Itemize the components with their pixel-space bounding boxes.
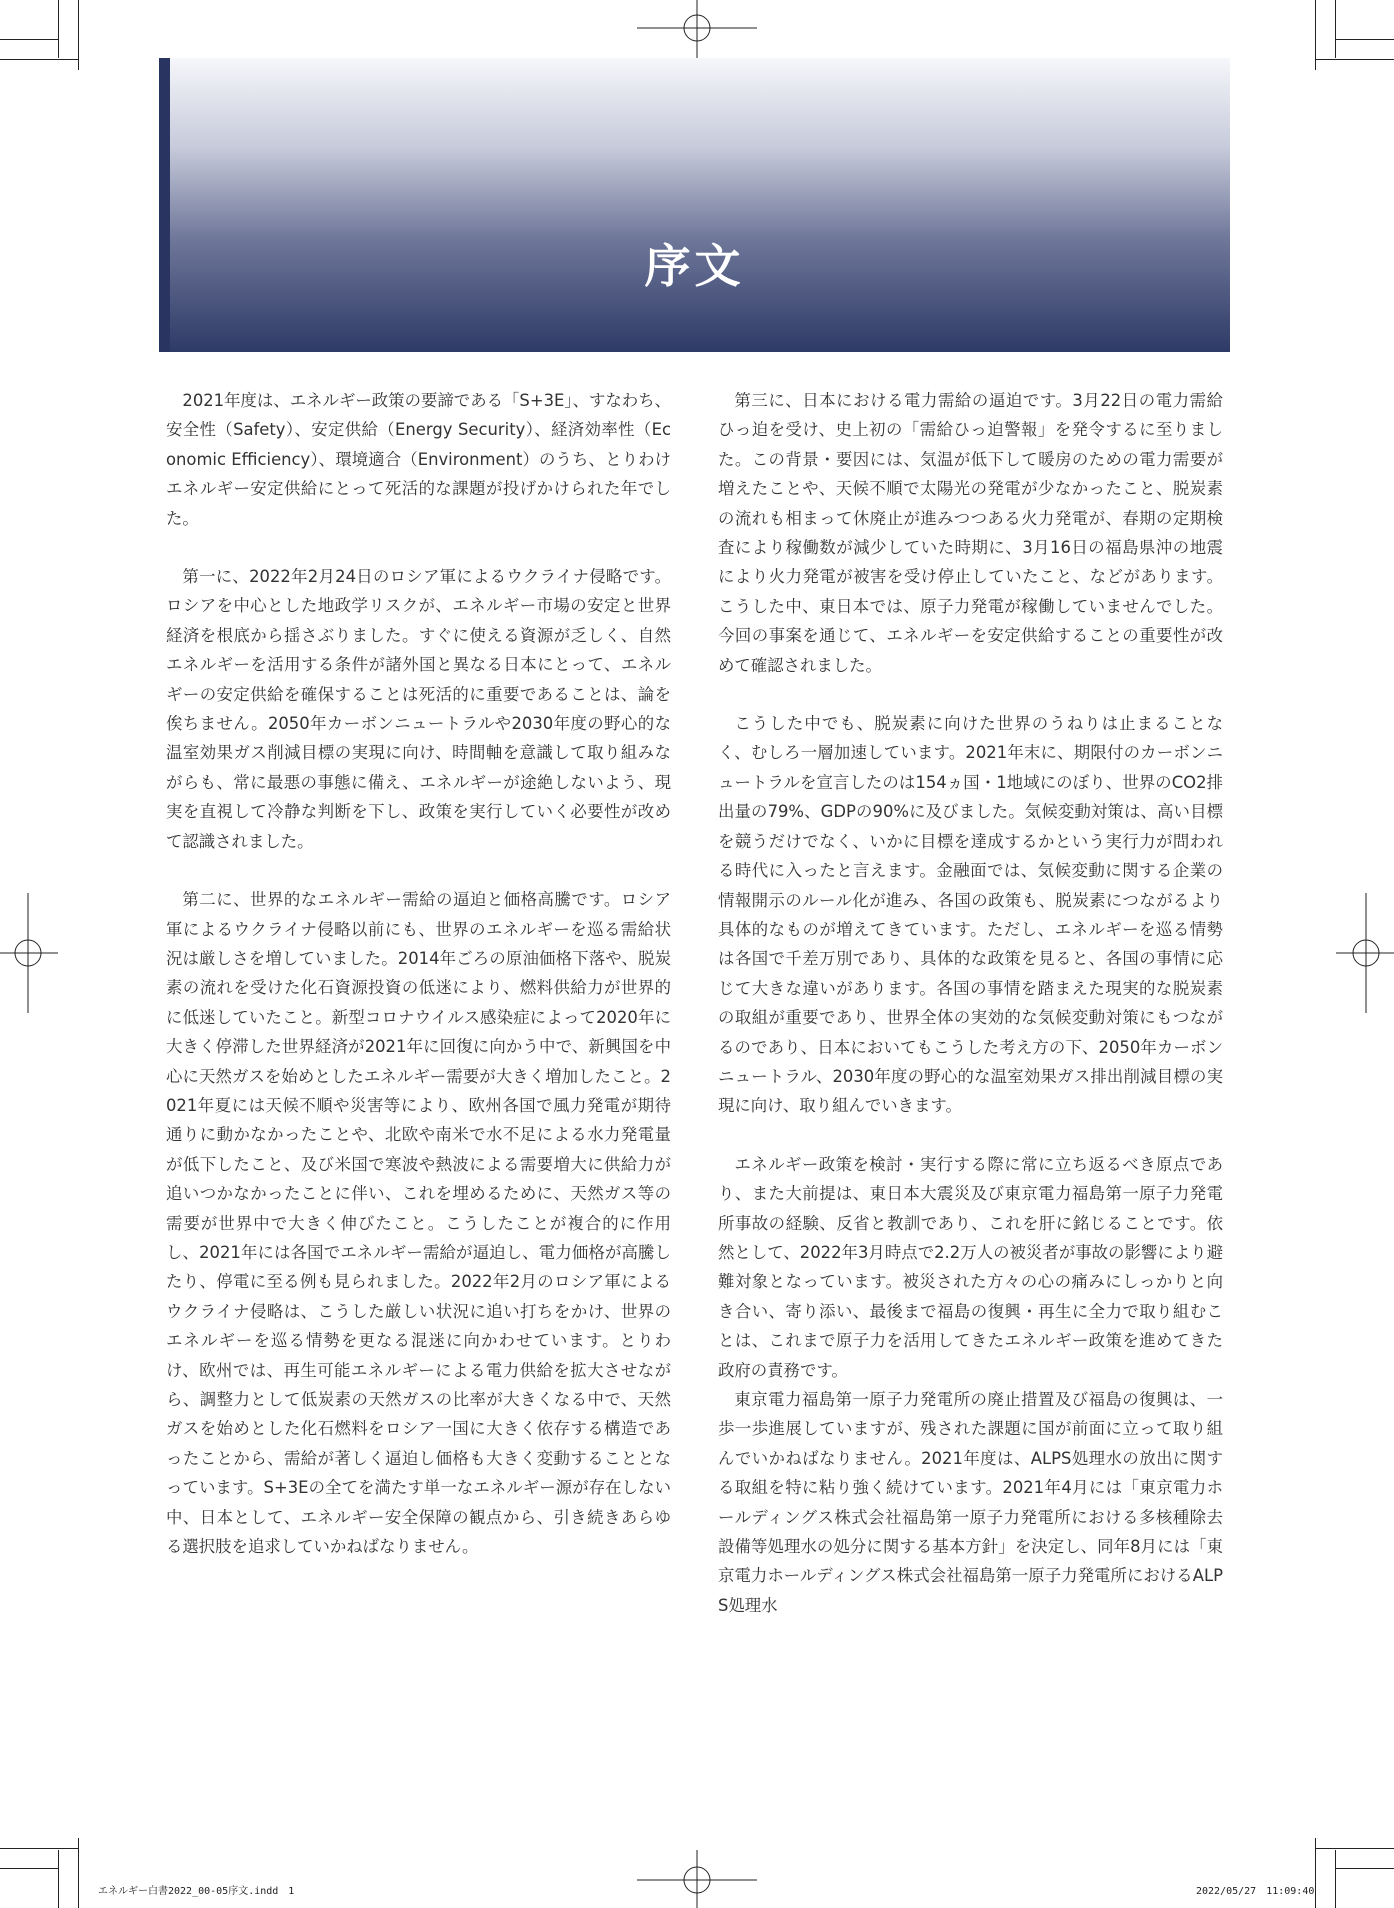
crop-mark: [1335, 1850, 1336, 1908]
paragraph: 第二に、世界的なエネルギー需給の逼迫と価格高騰です。ロシア軍によるウクライナ侵略以前にも、世界のエネルギーを巡る需給状況は厳しさを増していました。2014年ごろの原油価格下落や、脱炭素の流れを受けた化石資源投資の低迷により、燃料供給力が世界的に低迷していたこと。新型コロナウイルス感染症によって2020年に大きく停滞した世界経済が2021年に回復に向かう中で、新興国を中心に天然ガスを始めとしたエネルギー需要が大きく増加したこと。2021年夏には天候不順や災害等により、欧州各国で風力発電が期待通りに動かなかったことや、北欧や南米で水不足による水力発電量が低下したこと、及び米国で寒波や熱波による需要増大に供給力が追いつかなかったことに伴い、これを埋めるために、天然ガス等の需要が世界中で大きく伸びたこと。こうしたことが複合的に作用し、2021年には各国でエネルギー需給が逼迫し、電力価格が高騰したり、停電に至る例も見られました。2022年2月のロシア軍によるウクライナ侵略は、こうした厳しい状況に追い打ちをかけ、世界のエネルギーを巡る情勢を更なる混迷に向かわせています。とりわけ、欧州では、再生可能エネルギーによる電力供給を拡大させながら、調整力として低炭素の天然ガスの比率が大きくなる中で、天然ガスを始めとした化石燃料をロシア一国に大きく依存する構造であったことから、需給が著しく逼迫し価格も大きく変動することとなっています。S+3Eの全てを満たす単一なエネルギー源が存在しない中、日本として、エネルギー安全保障の観点から、引き続きあらゆる選択肢を追求していかねばなりません。: [166, 890, 671, 1557]
registration-mark-top: [637, 0, 757, 60]
page-title: 序文: [644, 239, 745, 293]
paragraph: こうした中でも、脱炭素に向けた世界のうねりは止まることなく、むしろ一層加速しています。2021年末に、期限付のカーボンニュートラルを宣言したのは154ヵ国・1地域にのぼり、世界のCO2排出量の79%、GDPの90%に及びました。気候変動対策は、高い目標を競うだけでなく、いかに目標を達成するかという実行力が問われる時代に入ったと言えます。金融面では、気候変動に関する企業の情報開示のルール化が進み、各国の政策も、脱炭素につながるより具体的なものが増えてきています。ただし、エネルギーを巡る情勢は各国で千差万別であり、具体的な政策を見ると、各国の事情に応じて大きな違いがあります。各国の事情を踏まえた現実的な脱炭素の取組が重要であり、世界全体の実効的な気候変動対策にもつながるのであり、日本においてもこうした考え方の下、2050年カーボンニュートラル、2030年度の野心的な温室効果ガス排出削減目標の実現に向け、取り組んでいきます。: [718, 714, 1223, 1116]
crop-mark: [58, 1850, 59, 1908]
crop-mark: [0, 1848, 78, 1849]
right-column: [718, 386, 1223, 1620]
paragraph: 東京電力福島第一原子力発電所の廃止措置及び福島の復興は、一歩一歩進展していますが、残された課題に国が前面に立って取り組んでいかねばなりません。2021年度は、ALPS処理水の放出に関する取組を特に粘り強く続けています。2021年4月には「東京電力ホールディングス株式会社福島第一原子力発電所における多核種除去設備等処理水の処分に関する基本方針」を決定し、同年8月には「東京電力ホールディングス株式会社福島第一原子力発電所におけるALPS処理水: [718, 1390, 1223, 1615]
crop-mark: [0, 39, 58, 40]
registration-mark-bottom: [637, 1848, 757, 1908]
registration-mark-left: [0, 893, 60, 1013]
crop-mark: [1316, 1848, 1394, 1849]
paragraph: エネルギー政策を検討・実行する際に常に立ち返るべき原点であり、また大前提は、東日本大震災及び東京電力福島第一原子力発電所事故の経験、反省と教訓であり、これを肝に銘じることです。依然として、2022年3月時点で2.2万人の被災者が事故の影響により避難対象となっています。被災された方々の心の痛みにしっかりと向き合い、寄り添い、最後まで福島の復興・再生に全力で取り組むことは、これまで原子力を活用してきたエネルギー政策を進めてきた政府の責務です。: [718, 1154, 1223, 1380]
crop-mark: [1336, 1868, 1394, 1869]
paragraph: 2021年度は、エネルギー政策の要諦である「S+3E」、すなわち、安全性（Safety）、安定供給（Energy Security）、経済効率性（Economic Efficiency）、環境適合（Environment）のうち、とりわけエネルギー安定供給にとって死活的な課題が投げかけられた年でした。: [166, 391, 671, 528]
header-banner: [159, 58, 1230, 352]
crop-mark: [1336, 39, 1394, 40]
crop-mark: [0, 1868, 58, 1869]
crop-mark: [1316, 59, 1394, 60]
header-accent-bar: [159, 58, 170, 352]
left-column: [166, 386, 671, 1561]
crop-mark: [78, 0, 79, 70]
paragraph: 第三に、日本における電力需給の逼迫です。3月22日の電力需給ひっ迫を受け、史上初の「需給ひっ迫警報」を発令するに至りました。この背景・要因には、気温が低下して暖房のための電力需要が増えたことや、天候不順で太陽光の発電が少なかったこと、脱炭素の流れも相まって休廃止が進みつつある火力発電が、春期の定期検査により稼働数が減少していた時期に、3月16日の福島県沖の地震により火力発電が被害を受け停止していたこと、などがあります。こうした中、東日本では、原子力発電が稼働していませんでした。今回の事案を通じて、エネルギーを安定供給することの重要性が改めて確認されました。: [718, 391, 1223, 675]
paragraph: 第一に、2022年2月24日のロシア軍によるウクライナ侵略です。ロシアを中心とした地政学リスクが、エネルギー市場の安定と世界経済を根底から揺さぶりました。すぐに使える資源が乏しく、自然エネルギーを活用する条件が諸外国と異なる日本にとって、エネルギーの安定供給を確保することは死活的に重要であることは、論を俟ちません。2050年カーボンニュートラルや2030年度の野心的な温室効果ガス削減目標の実現に向け、時間軸を意識して取り組みながらも、常に最悪の事態に備え、エネルギーが途絶しないよう、現実を直視して冷静な判断を下し、政策を実行していく必要性が改めて認識されました。: [166, 567, 671, 851]
registration-mark-right: [1334, 893, 1394, 1013]
file-label: エネルギー白書2022_00-05序文.indd 1: [98, 1886, 295, 1897]
crop-mark: [1335, 0, 1336, 58]
crop-mark: [0, 59, 78, 60]
crop-mark: [78, 1838, 79, 1908]
timestamp: 2022/05/27 11:09:40: [1196, 1886, 1315, 1897]
crop-mark: [58, 0, 59, 58]
